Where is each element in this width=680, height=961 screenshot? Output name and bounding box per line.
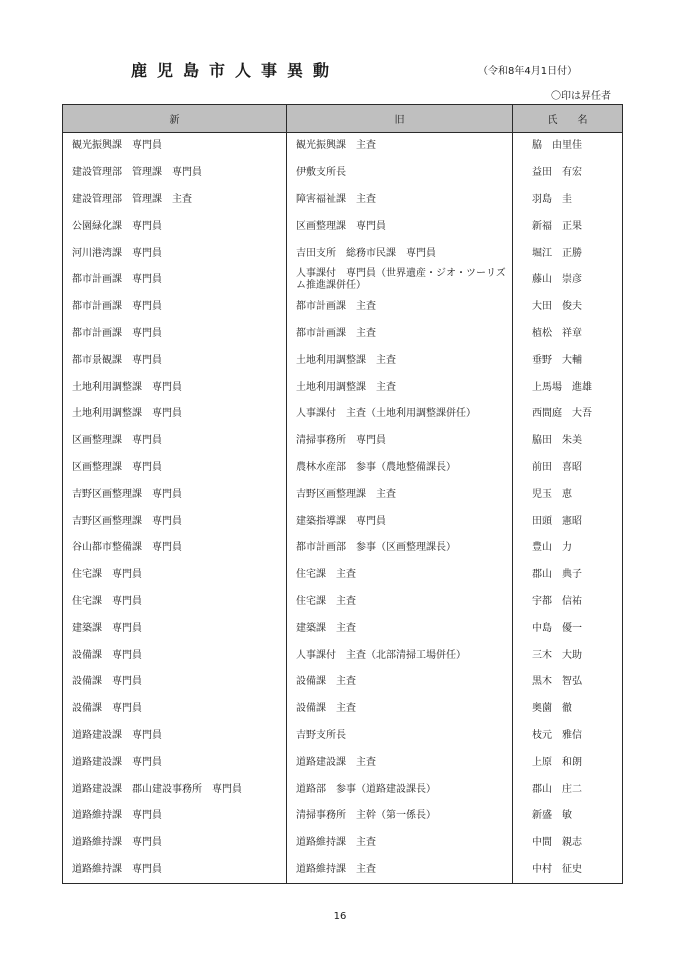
new-position-cell: 谷山都市整備課 専門員	[63, 535, 287, 562]
employee-name-cell: 田頭 憲昭	[513, 508, 623, 535]
old-position-cell: 道路部 参事（道路建設課長）	[287, 776, 513, 803]
new-position-cell: 都市計画課 専門員	[63, 321, 287, 348]
new-position-cell: 道路建設課 専門員	[63, 723, 287, 750]
table-row	[63, 535, 623, 562]
employee-name-cell: 大田 俊夫	[513, 294, 623, 321]
new-position-cell: 建設管理部 管理課 専門員	[63, 160, 287, 187]
employee-name-cell: 脇 由里佳	[513, 133, 623, 160]
table-row	[63, 133, 623, 160]
new-position-cell: 道路建設課 郡山建設事務所 専門員	[63, 776, 287, 803]
employee-name-cell: 宇都 信祐	[513, 589, 623, 616]
table-row	[63, 187, 623, 214]
old-position-cell: 観光振興課 主査	[287, 133, 513, 160]
column-header-old: 旧	[287, 105, 513, 133]
old-position-cell: 都市計画課 主査	[287, 321, 513, 348]
old-position-cell: 人事課付 専門員（世界遺産・ジオ・ツーリズム推進課併任）	[287, 267, 513, 294]
employee-name-cell: 児玉 恵	[513, 481, 623, 508]
table-row	[63, 428, 623, 455]
table-row	[63, 857, 623, 884]
table-row	[63, 696, 623, 723]
old-position-cell: 清掃事務所 主幹（第一係長）	[287, 803, 513, 830]
employee-name-cell: 藤山 崇彦	[513, 267, 623, 294]
table-row	[63, 240, 623, 267]
old-position-cell: 都市計画課 主査	[287, 294, 513, 321]
employee-name-cell: 西間庭 大吾	[513, 401, 623, 428]
new-position-cell: 都市景観課 専門員	[63, 347, 287, 374]
table-row	[63, 803, 623, 830]
new-position-cell: 吉野区画整理課 専門員	[63, 481, 287, 508]
column-header-name: 氏 名	[513, 105, 623, 133]
employee-name-cell: 郡山 典子	[513, 562, 623, 589]
old-position-cell: 障害福祉課 主査	[287, 187, 513, 214]
old-position-cell: 道路維持課 主査	[287, 857, 513, 884]
old-position-cell: 土地利用調整課 主査	[287, 347, 513, 374]
old-position-cell: 人事課付 主査（北部清掃工場併任）	[287, 642, 513, 669]
new-position-cell: 住宅課 専門員	[63, 562, 287, 589]
table-row	[63, 374, 623, 401]
old-position-cell: 住宅課 主査	[287, 562, 513, 589]
employee-name-cell: 豊山 力	[513, 535, 623, 562]
employee-name-cell: 上馬場 進雄	[513, 374, 623, 401]
new-position-cell: 土地利用調整課 専門員	[63, 401, 287, 428]
old-position-cell: 農林水産部 参事（農地整備課長）	[287, 455, 513, 482]
personnel-table	[62, 104, 623, 884]
column-header-new: 新	[63, 105, 287, 133]
new-position-cell: 都市計画課 専門員	[63, 294, 287, 321]
new-position-cell: 住宅課 専門員	[63, 589, 287, 616]
employee-name-cell: 黒木 智弘	[513, 669, 623, 696]
new-position-cell: 設備課 専門員	[63, 696, 287, 723]
employee-name-cell: 中間 親志	[513, 830, 623, 857]
employee-name-cell: 垂野 大輔	[513, 347, 623, 374]
new-position-cell: 道路維持課 専門員	[63, 830, 287, 857]
table-row	[63, 776, 623, 803]
table-row	[63, 562, 623, 589]
table-row	[63, 401, 623, 428]
employee-name-cell: 新盛 敏	[513, 803, 623, 830]
old-position-cell: 区画整理課 専門員	[287, 213, 513, 240]
employee-name-cell: 羽島 圭	[513, 187, 623, 214]
new-position-cell: 河川港湾課 専門員	[63, 240, 287, 267]
new-position-cell: 設備課 専門員	[63, 669, 287, 696]
new-position-cell: 都市計画課 専門員	[63, 267, 287, 294]
employee-name-cell: 堀江 正勝	[513, 240, 623, 267]
table-row	[63, 481, 623, 508]
old-position-cell: 設備課 主査	[287, 696, 513, 723]
new-position-cell: 吉野区画整理課 専門員	[63, 508, 287, 535]
old-position-cell: 都市計画部 参事（区画整理課長）	[287, 535, 513, 562]
new-position-cell: 土地利用調整課 専門員	[63, 374, 287, 401]
new-position-cell: 区画整理課 専門員	[63, 428, 287, 455]
old-position-cell: 吉野支所長	[287, 723, 513, 750]
old-position-cell: 道路維持課 主査	[287, 830, 513, 857]
employee-name-cell: 奥薗 徹	[513, 696, 623, 723]
table-row	[63, 615, 623, 642]
old-position-cell: 清掃事務所 専門員	[287, 428, 513, 455]
employee-name-cell: 三木 大助	[513, 642, 623, 669]
table-row	[63, 267, 623, 294]
table-header-row	[63, 105, 623, 133]
table-row	[63, 749, 623, 776]
old-position-cell: 吉田支所 総務市民課 専門員	[287, 240, 513, 267]
old-position-cell: 設備課 主査	[287, 669, 513, 696]
new-position-cell: 道路建設課 専門員	[63, 749, 287, 776]
old-position-cell: 土地利用調整課 主査	[287, 374, 513, 401]
table-row	[63, 589, 623, 616]
new-position-cell: 観光振興課 専門員	[63, 133, 287, 160]
table-row	[63, 508, 623, 535]
page-title: 鹿児島市人事異動	[131, 61, 340, 80]
employee-name-cell: 脇田 朱美	[513, 428, 623, 455]
old-position-cell: 吉野区画整理課 主査	[287, 481, 513, 508]
table-row	[63, 347, 623, 374]
employee-name-cell: 中村 征史	[513, 857, 623, 884]
new-position-cell: 公園緑化課 専門員	[63, 213, 287, 240]
new-position-cell: 道路維持課 専門員	[63, 803, 287, 830]
new-position-cell: 建築課 専門員	[63, 615, 287, 642]
employee-name-cell: 植松 祥章	[513, 321, 623, 348]
page-number: 16	[333, 911, 347, 922]
table-row	[63, 213, 623, 240]
employee-name-cell: 郡山 庄二	[513, 776, 623, 803]
old-position-cell: 建築指導課 専門員	[287, 508, 513, 535]
table-row	[63, 160, 623, 187]
table-row	[63, 830, 623, 857]
table-row	[63, 321, 623, 348]
table-row	[63, 723, 623, 750]
employee-name-cell: 中島 優一	[513, 615, 623, 642]
employee-name-cell: 上原 和朗	[513, 749, 623, 776]
table-row	[63, 669, 623, 696]
old-position-cell: 住宅課 主査	[287, 589, 513, 616]
new-position-cell: 建設管理部 管理課 主査	[63, 187, 287, 214]
table-row	[63, 294, 623, 321]
effective-date: （令和8年4月1日付）	[478, 66, 578, 77]
promotion-note: 〇印は昇任者	[551, 91, 611, 102]
table-row	[63, 455, 623, 482]
new-position-cell: 区画整理課 専門員	[63, 455, 287, 482]
old-position-cell: 人事課付 主査（土地利用調整課併任）	[287, 401, 513, 428]
table-row	[63, 642, 623, 669]
employee-name-cell: 前田 喜昭	[513, 455, 623, 482]
employee-name-cell: 益田 有宏	[513, 160, 623, 187]
old-position-cell: 道路建設課 主査	[287, 749, 513, 776]
old-position-cell: 建築課 主査	[287, 615, 513, 642]
new-position-cell: 設備課 専門員	[63, 642, 287, 669]
new-position-cell: 道路維持課 専門員	[63, 857, 287, 884]
employee-name-cell: 枝元 雅信	[513, 723, 623, 750]
employee-name-cell: 新福 正果	[513, 213, 623, 240]
old-position-cell: 伊敷支所長	[287, 160, 513, 187]
table-body	[63, 133, 623, 884]
